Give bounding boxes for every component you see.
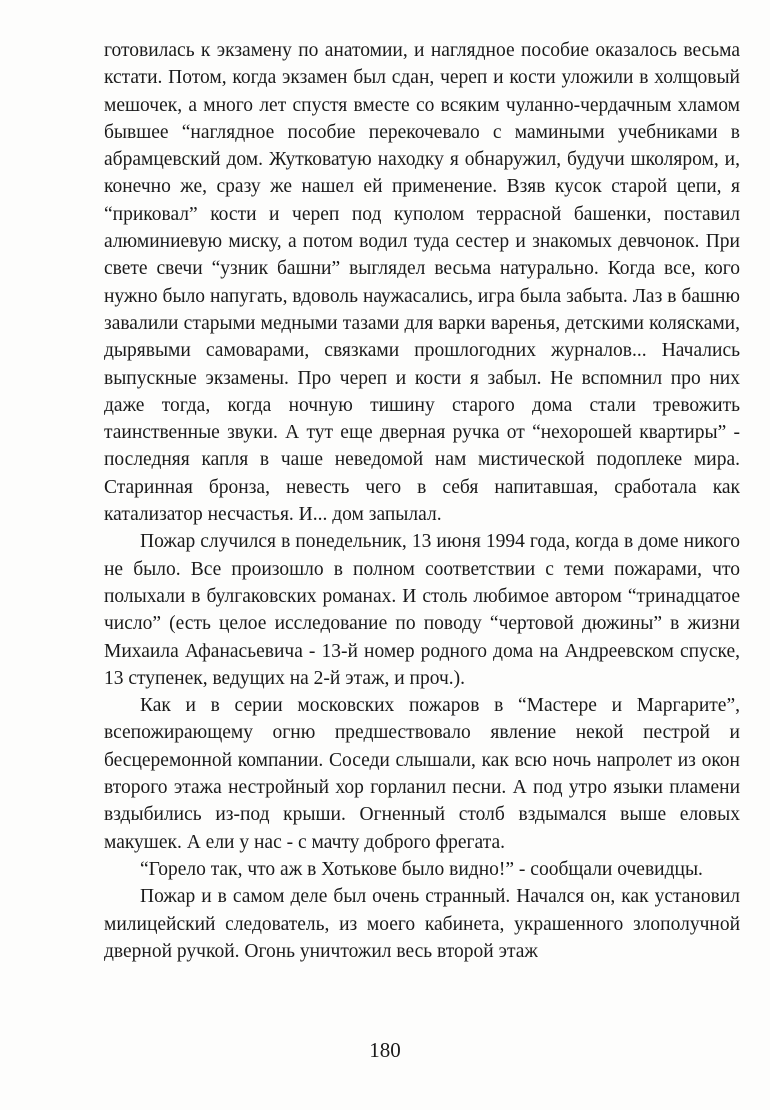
paragraph: Пожар случился в понедельник, 13 июня 1994 года, когда в доме никого не было. Все произошло в полном соответствии с теми пожарами, что полыхали в булгаковских романах. И столь любимое автором “тринадцатое число” (есть целое исследование по поводу “чертовой дюжины” в жизни Михаила Афанасьевича - 13-й номер родного дома на Андреевском спуске, 13 ступенек, ведущих на 2-й этаж, и проч.). xyxy=(104,531,740,689)
page-number: 180 xyxy=(369,1038,401,1062)
body-text xyxy=(104,37,740,965)
paragraph: “Горело так, что аж в Хотькове было видно!” - сообщали очевидцы. xyxy=(140,858,703,880)
paragraph: Пожар и в самом деле был очень странный. Начался он, как установил милицейский следователь, из моего кабинета, украшенного злополучной дверной ручкой. Огонь уничтожил весь второй этаж xyxy=(104,886,740,962)
paragraph: Как и в серии московских пожаров в “Мастере и Маргарите”, всепожирающему огню предшествовало явление некой пестрой и бесцеремонной компании. Соседи слышали, как всю ночь напролет из окон второго этажа нестройный хор горланил песни. А под утро языки пламени вздыбились из-под крыши. Огненный столб вздымался выше еловых макушек. А ели у нас - с мачту доброго фрегата. xyxy=(104,695,740,853)
paragraph: готовилась к экзамену по анатомии, и наглядное пособие оказалось весьма кстати. Потом, когда экзамен был сдан, череп и кости уложили в холщовый мешочек, а много лет спустя вместе со всяким чуланно-чердачным хламом бывшее “наглядное пособие перекочевало с мамиными учебниками в абрамцевский дом. Жутковатую находку я обнаружил, будучи школяром, и, конечно же, сразу же нашел ей применение. Взяв кусок старой цепи, я “приковал” кости и череп под куполом террасной башенки, поставил алюминиевую миску, а потом водил туда сестер и знакомых девчонок. При свете свечи “узник башни” выглядел весьма натурально. Когда все, кого нужно было напугать, вдоволь наужасались, игра была забыта. Лаз в башню завалили старыми медными тазами для варки варенья, детскими колясками, дырявыми самоварами, связками прошлогодних журналов... Начались выпускные экзамены. Про череп и кости я забыл. Не вспомнил про них даже тогда, когда ночную тишину старого дома стали тревожить таинственные звуки. А тут еще дверная ручка от “нехорошей квартиры” - последняя капля в чаше неведомой нам мистической подоплеке мира. Старинная бронза, невесть чего в себя напитавшая, сработала как катализатор несчастья. И... дом запылал. xyxy=(104,40,740,526)
